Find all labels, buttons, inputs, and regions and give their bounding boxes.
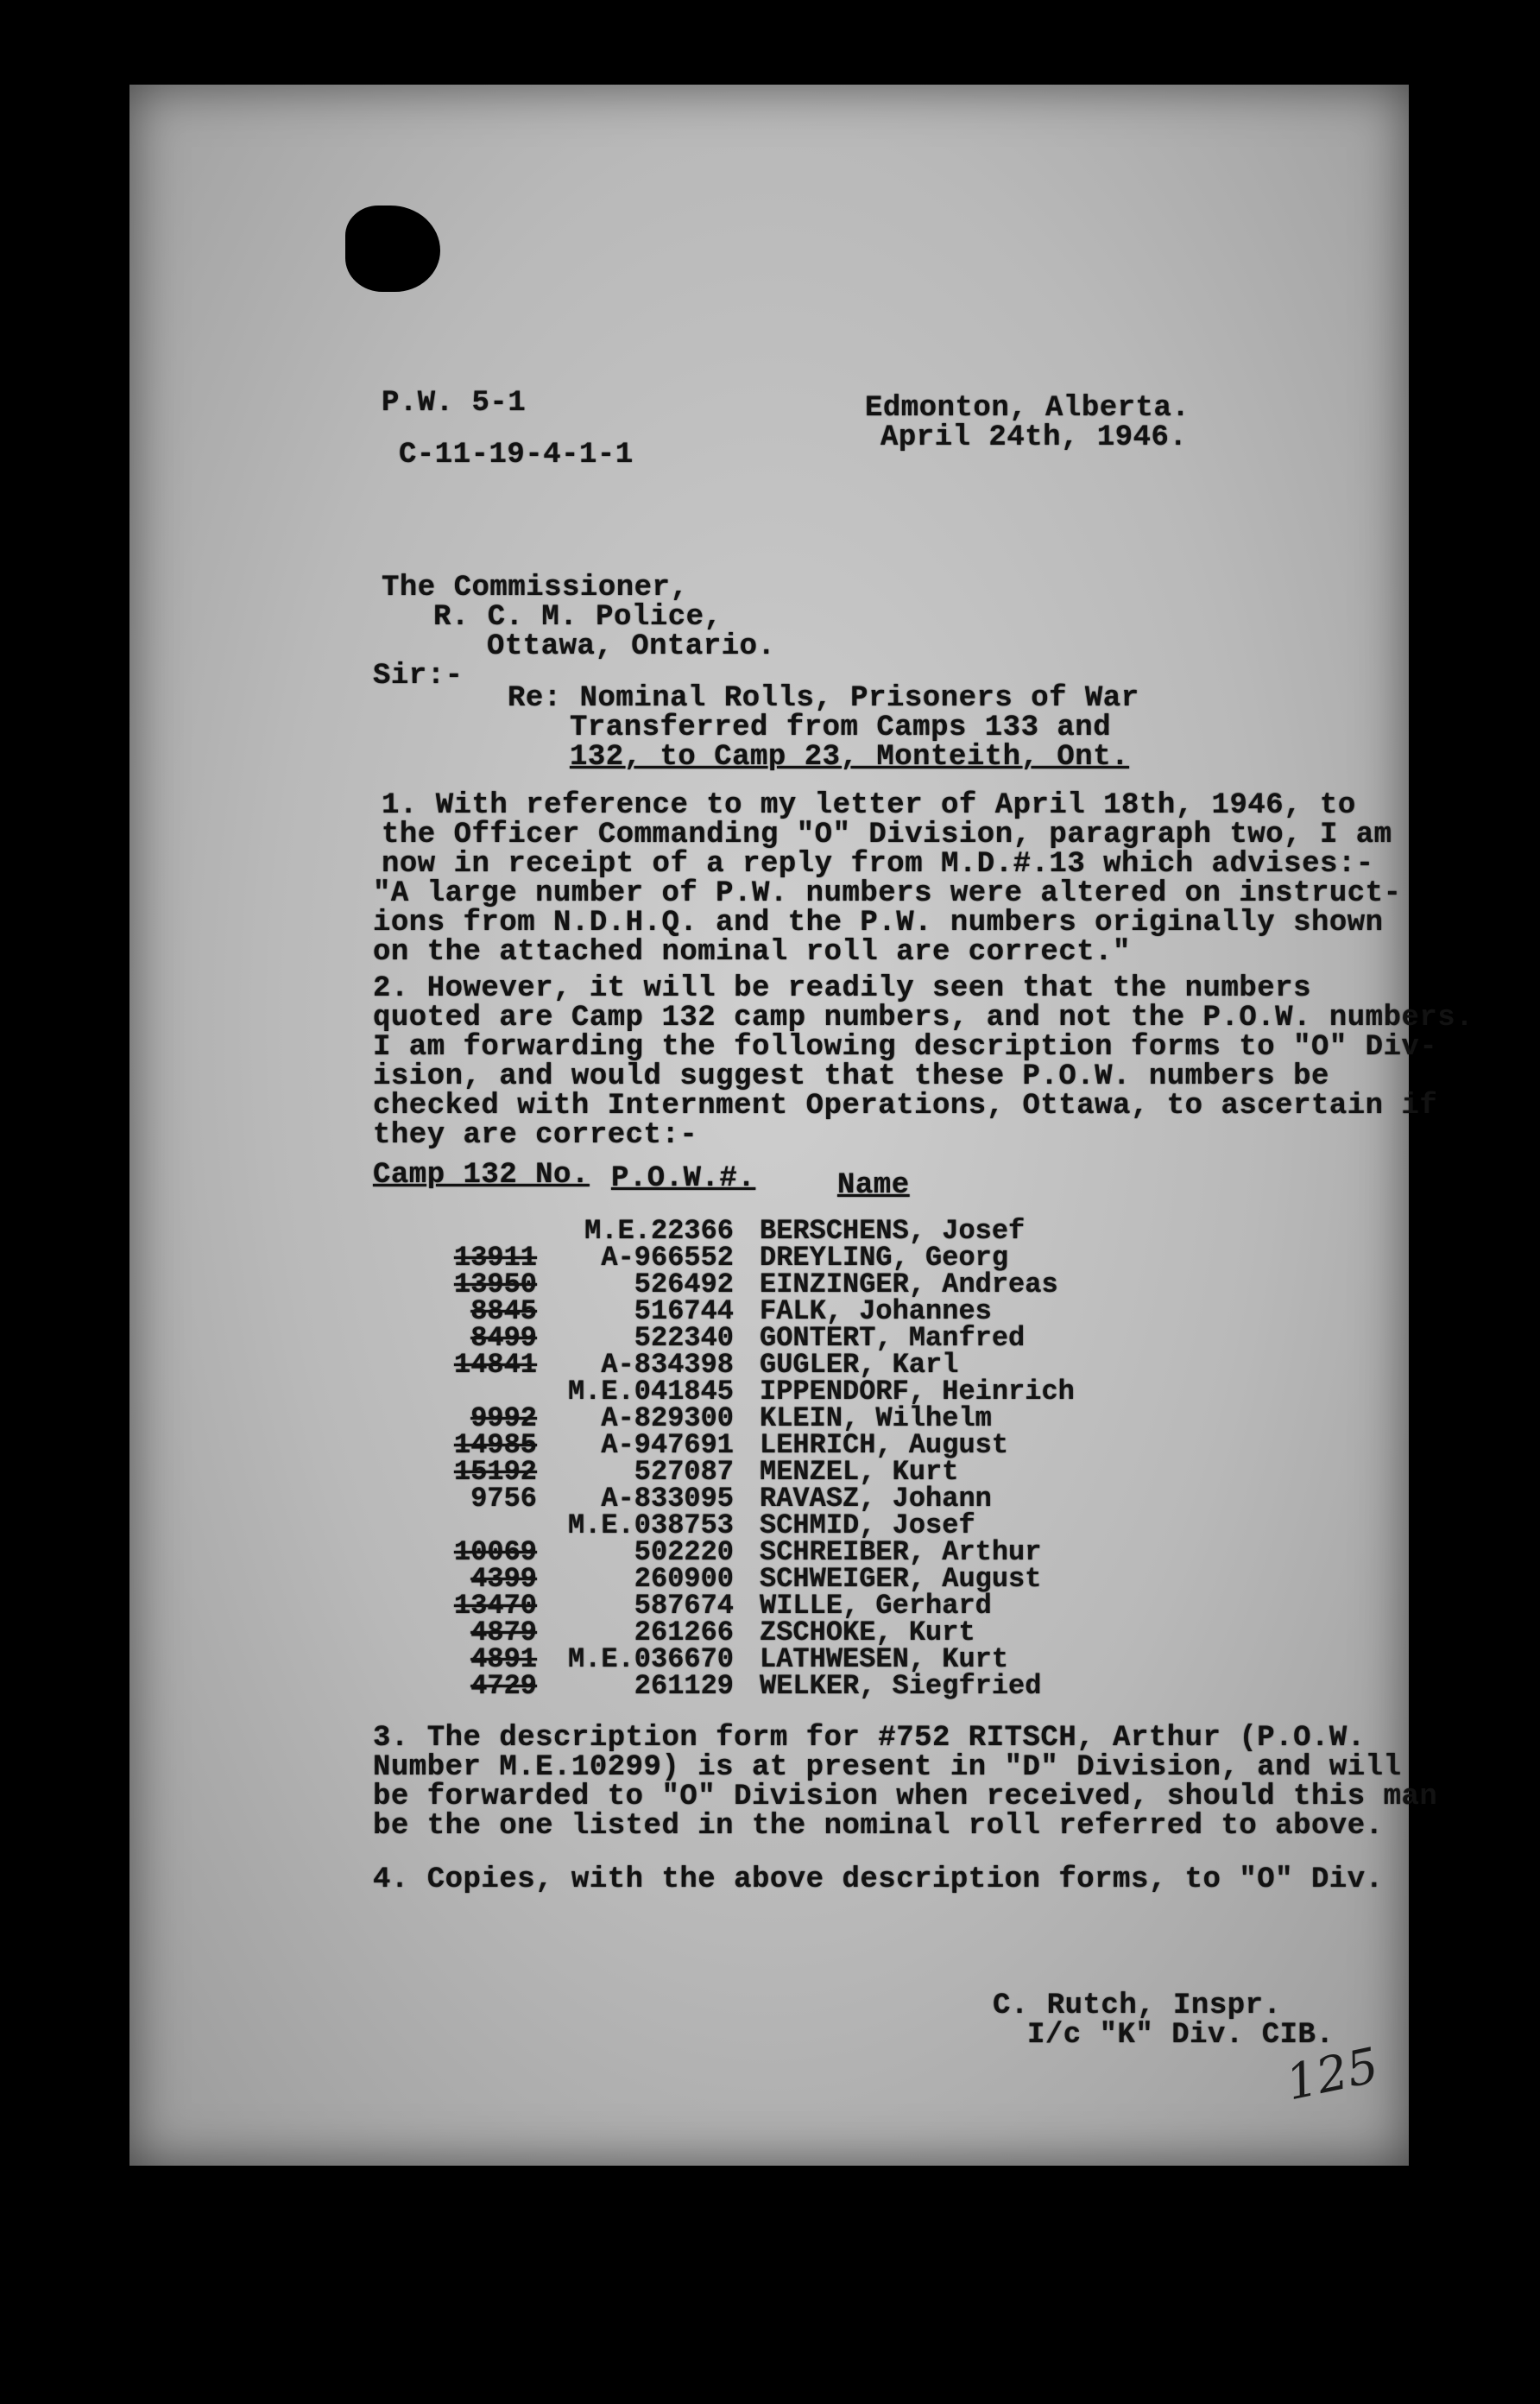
name-cell: SCHREIBER, Arthur	[760, 1536, 1042, 1568]
para2-line: checked with Internment Operations, Ottawa, to ascertain if	[373, 1090, 1438, 1123]
pow-number-cell: 527087	[634, 1456, 734, 1488]
para2-line: I am forwarding the following description forms to "O" Div-	[373, 1031, 1438, 1064]
pow-number-cell: A-833095	[601, 1483, 734, 1515]
camp-number-cell: 14985	[453, 1429, 537, 1461]
camp-number-cell: 9992	[470, 1402, 537, 1434]
document-page	[129, 85, 1409, 2166]
column-header-name: Name	[837, 1169, 910, 1202]
name-cell: WELKER, Siegfried	[760, 1670, 1042, 1702]
camp-number-cell: 8499	[470, 1322, 537, 1354]
pow-number-cell: M.E.038753	[567, 1509, 734, 1541]
signature-title: I/c "K" Div. CIB.	[1027, 2019, 1335, 2052]
subject-line-2: Transferred from Camps 133 and	[570, 712, 1112, 744]
pow-number-cell: M.E.036670	[567, 1643, 734, 1675]
column-header-camp-number: Camp 132 No.	[373, 1159, 590, 1192]
pow-number-cell: 587674	[634, 1590, 734, 1622]
camp-number-cell: 15192	[453, 1456, 537, 1488]
para3-line: 3. The description form for #752 RITSCH, Arthur (P.O.W.	[373, 1722, 1366, 1755]
camp-number-cell: 9756	[470, 1483, 537, 1515]
name-cell: SCHWEIGER, August	[760, 1563, 1042, 1595]
camp-number-cell: 14841	[453, 1349, 537, 1381]
camp-number-cell: 10069	[453, 1536, 537, 1568]
name-cell: LEHRICH, August	[760, 1429, 1009, 1461]
para2-line: ision, and would suggest that these P.O.W. numbers be	[373, 1060, 1329, 1093]
addressee-organization: R. C. M. Police,	[433, 601, 723, 634]
name-cell: DREYLING, Georg	[760, 1242, 1009, 1274]
name-cell: BERSCHENS, Josef	[760, 1215, 1026, 1247]
para1-line: "A large number of P.W. numbers were altered on instruct-	[373, 877, 1402, 910]
name-cell: WILLE, Gerhard	[760, 1590, 992, 1622]
para2-line: 2. However, it will be readily seen that the numbers	[373, 972, 1311, 1005]
name-cell: SCHMID, Josef	[760, 1509, 975, 1541]
pow-number-cell: 261129	[634, 1670, 734, 1702]
file-number: C-11-19-4-1-1	[399, 439, 634, 471]
pow-number-cell: 260900	[634, 1563, 734, 1595]
pow-number-cell: M.E.22366	[584, 1215, 734, 1247]
pow-number-cell: 502220	[634, 1536, 734, 1568]
pow-number-cell: A-834398	[601, 1349, 734, 1381]
name-cell: RAVASZ, Johann	[760, 1483, 992, 1515]
name-cell: GUGLER, Karl	[760, 1349, 959, 1381]
para1-line: on the attached nominal roll are correct."	[373, 936, 1131, 969]
para2-line: they are correct:-	[373, 1119, 698, 1152]
addressee: The Commissioner,	[382, 572, 689, 604]
name-cell: MENZEL, Kurt	[760, 1456, 959, 1488]
para3-line: Number M.E.10299) is at present in "D" Division, and will	[373, 1751, 1402, 1784]
name-cell: FALK, Johannes	[760, 1295, 992, 1327]
pow-number-cell: M.E.041845	[567, 1376, 734, 1408]
name-cell: EINZINGER, Andreas	[760, 1268, 1058, 1300]
pow-number-cell: 522340	[634, 1322, 734, 1354]
camp-number-cell: 4729	[470, 1670, 537, 1702]
name-cell: GONTERT, Manfred	[760, 1322, 1026, 1354]
para3-line: be forwarded to "O" Division when received, should this man	[373, 1781, 1438, 1813]
para2-line: quoted are Camp 132 camp numbers, and not the P.O.W. numbers.	[373, 1002, 1474, 1034]
subject-line-3: 132, to Camp 23, Monteith, Ont.	[570, 741, 1130, 774]
camp-number-cell: 4879	[470, 1616, 537, 1648]
camp-number-cell: 13950	[453, 1268, 537, 1300]
pow-number-cell: 261266	[634, 1616, 734, 1648]
name-cell: LATHWESEN, Kurt	[760, 1643, 1009, 1675]
salutation: Sir:-	[373, 660, 464, 693]
pow-number-cell: A-966552	[601, 1242, 734, 1274]
camp-number-cell: 13911	[453, 1242, 537, 1274]
para1-line: the Officer Commanding "O" Division, paragraph two, I am	[382, 819, 1392, 851]
torn-corner	[345, 206, 440, 292]
para1-line: ions from N.D.H.Q. and the P.W. numbers originally shown	[373, 907, 1384, 939]
pow-number-cell: A-947691	[601, 1429, 734, 1461]
file-reference: P.W. 5-1	[382, 387, 527, 420]
name-cell: IPPENDORF, Heinrich	[760, 1376, 1075, 1408]
camp-number-cell: 4891	[470, 1643, 537, 1675]
name-cell: KLEIN, Wilhelm	[760, 1402, 992, 1434]
letter-date: April 24th, 1946.	[880, 421, 1188, 454]
name-cell: ZSCHOKE, Kurt	[760, 1616, 975, 1648]
pow-number-cell: A-829300	[601, 1402, 734, 1434]
para1-line: 1. With reference to my letter of April 18th, 1946, to	[382, 789, 1356, 822]
column-header-pow-number: P.O.W.#.	[611, 1162, 756, 1195]
handwritten-folio-number: 125	[1281, 2037, 1384, 2112]
addressee-city: Ottawa, Ontario.	[487, 630, 776, 663]
camp-number-cell: 4399	[470, 1563, 537, 1595]
para1-line: now in receipt of a reply from M.D.#.13 which advises:-	[382, 848, 1374, 881]
signature-name: C. Rutch, Inspr.	[993, 1990, 1282, 2022]
camp-number-cell: 13470	[453, 1590, 537, 1622]
subject-line-1: Re: Nominal Rolls, Prisoners of War	[508, 682, 1139, 715]
para4: 4. Copies, with the above description forms, to "O" Div.	[373, 1863, 1384, 1896]
pow-number-cell: 526492	[634, 1268, 734, 1300]
place: Edmonton, Alberta.	[865, 392, 1190, 425]
camp-number-cell: 8845	[470, 1295, 537, 1327]
para3-line: be the one listed in the nominal roll referred to above.	[373, 1810, 1384, 1843]
pow-number-cell: 516744	[634, 1295, 734, 1327]
